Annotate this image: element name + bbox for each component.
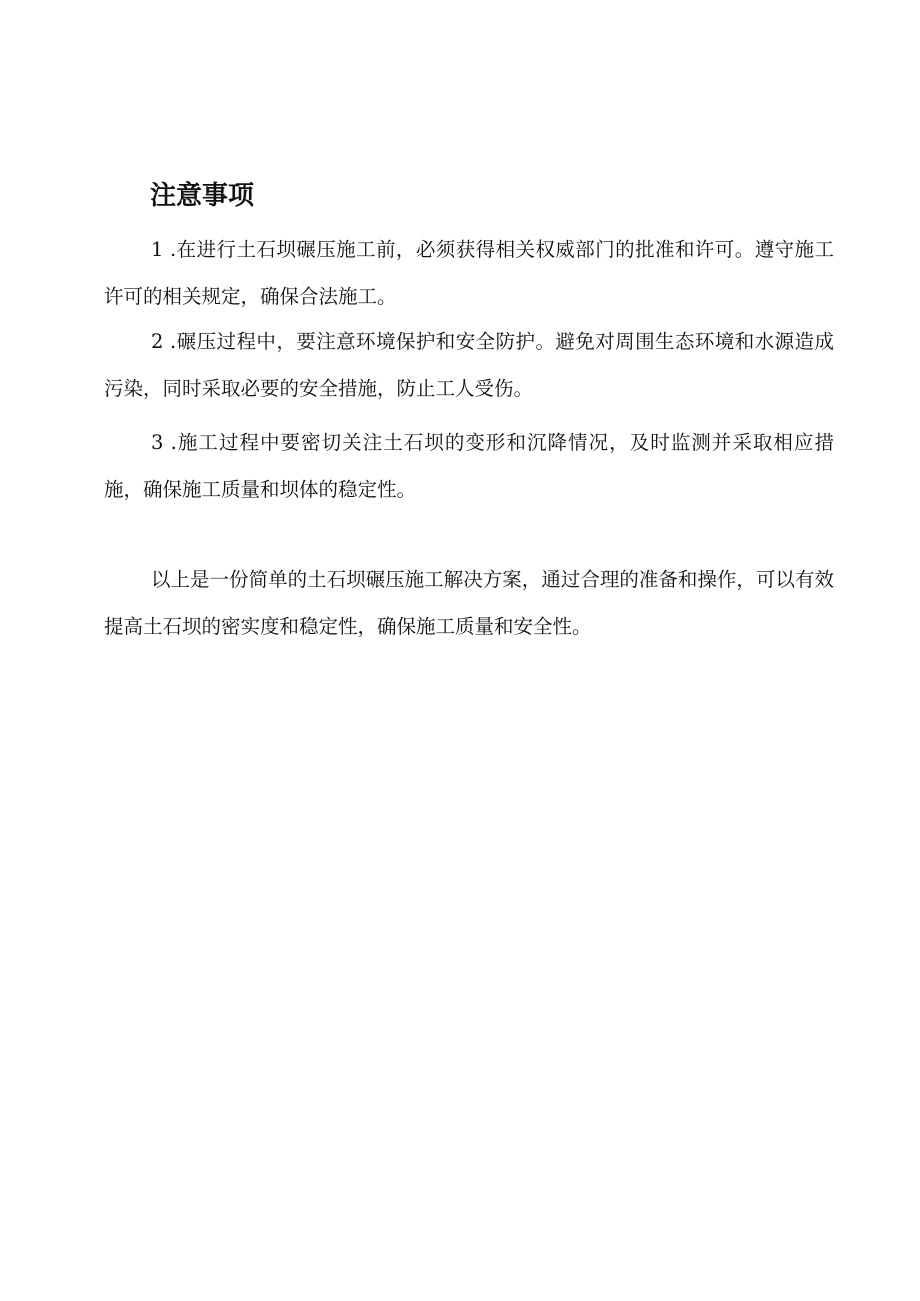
note-item-2: 2 .碾压过程中，要注意环境保护和安全防护。避免对周围生态环境和水源造成污染，同时采取必要的安全措施，防止工人受伤。 xyxy=(104,330,834,400)
note-item-3: 3 .施工过程中要密切关注土石坝的变形和沉降情况，及时监测并采取相应措施，确保施工质量和坝体的稳定性。 xyxy=(104,431,834,501)
conclusion-paragraph: 以上是一份简单的土石坝碾压施工解决方案，通过合理的准备和操作，可以有效提高土石坝的密实度和稳定性，确保施工质量和安全性。 xyxy=(104,568,834,638)
note-item-1: 1 .在进行土石坝碾压施工前，必须获得相关权威部门的批准和许可。遵守施工许可的相关规定，确保合法施工。 xyxy=(104,238,834,308)
section-heading: 注意事项 xyxy=(150,181,255,211)
